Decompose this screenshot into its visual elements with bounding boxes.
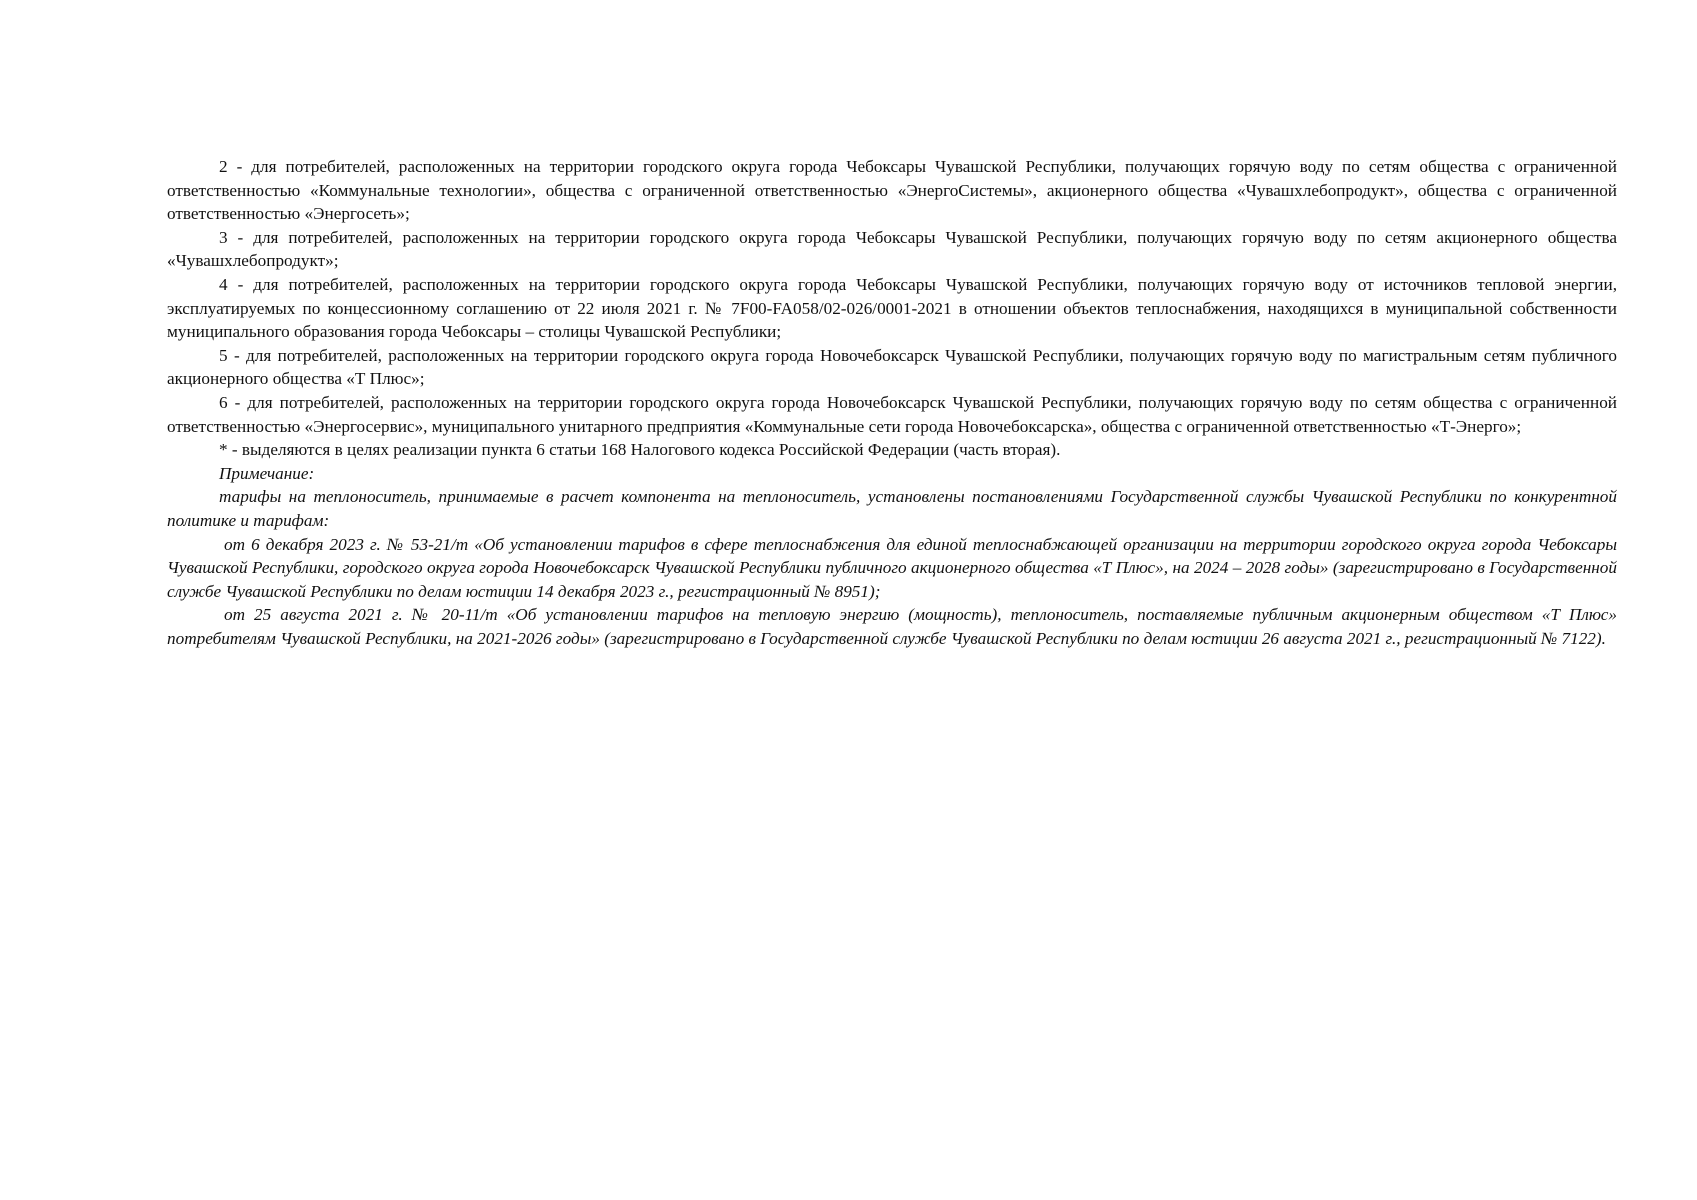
document-text: [167, 155, 1617, 650]
paragraph-item-5: 5 - для потребителей, расположенных на территории городского округа города Новочебоксарск Чувашской Республики, получающих горячую воду по магистральным сетям публичного акционерного общества «Т Плюс»;: [167, 345, 1617, 389]
note-paragraph-resolution-1: от 6 декабря 2023 г. № 53-21/т «Об установлении тарифов в сфере теплоснабжения для единой теплоснабжающей организации на территории городского округа города Чебоксары Чувашской Республики, городского округа города Новочебоксарск Чувашской Республики публичного акционерного общества «Т Плюс», на 2024 – 2028 годы» (зарегистрировано в Государственной службе Чувашской Республики по делам юстиции 14 декабря 2023 г., регистрационный № 8951);: [167, 534, 1617, 601]
paragraph-item-2: 2 - для потребителей, расположенных на территории городского округа города Чебоксары Чувашской Республики, получающих горячую воду по сетям общества с ограниченной ответственностью «Коммунальные технологии», общества с ограниченной ответственностью «ЭнергоСистемы», акционерного общества «Чувашхлебопродукт», общества с ограниченной ответственностью «Энергосеть»;: [167, 157, 1617, 224]
paragraph-item-3: 3 - для потребителей, расположенных на территории городского округа города Чебоксары Чувашской Республики, получающих горячую воду по сетям акционерного общества «Чувашхлебопродукт»;: [167, 227, 1617, 271]
paragraph-item-6: 6 - для потребителей, расположенных на территории городского округа города Новочебоксарск Чувашской Республики, получающих горячую воду по сетям общества с ограниченной ответственностью «Энергосервис», муниципального унитарного предприятия «Коммунальные сети города Новочебоксарска», общества с ограниченной ответственностью «Т-Энерго»;: [167, 392, 1617, 436]
paragraph-item-4: 4 - для потребителей, расположенных на территории городского округа города Чебоксары Чувашской Республики, получающих горячую воду от источников тепловой энергии, эксплуатируемых по концессионному соглашению от 22 июля 2021 г. № 7F00-FA058/02-026/0001-2021 в отношении объектов теплоснабжения, находящихся в муниципальной собственности муниципального образования города Чебоксары – столицы Чувашской Республики;: [167, 274, 1617, 342]
note-paragraph-intro: тарифы на теплоноситель, принимаемые в расчет компонента на теплоноситель, установлены постановлениями Государственной службы Чувашской Республики по конкурентной политике и тарифам:: [167, 487, 1617, 530]
paragraph-footnote-asterisk: * - выделяются в целях реализации пункта 6 статьи 168 Налогового кодекса Российской Федерации (часть вторая).: [219, 440, 1061, 460]
note-label: Примечание:: [219, 463, 315, 483]
note-paragraph-resolution-2: от 25 августа 2021 г. № 20-11/т «Об установлении тарифов на тепловую энергию (мощность), теплоноситель, поставляемые публичным акционерным обществом «Т Плюс» потребителям Чувашской Республики, на 2021-2026 годы» (зарегистрировано в Государственной службе Чувашской Республики по делам юстиции 26 августа 2021 г., регистрационный № 7122).: [167, 605, 1617, 648]
